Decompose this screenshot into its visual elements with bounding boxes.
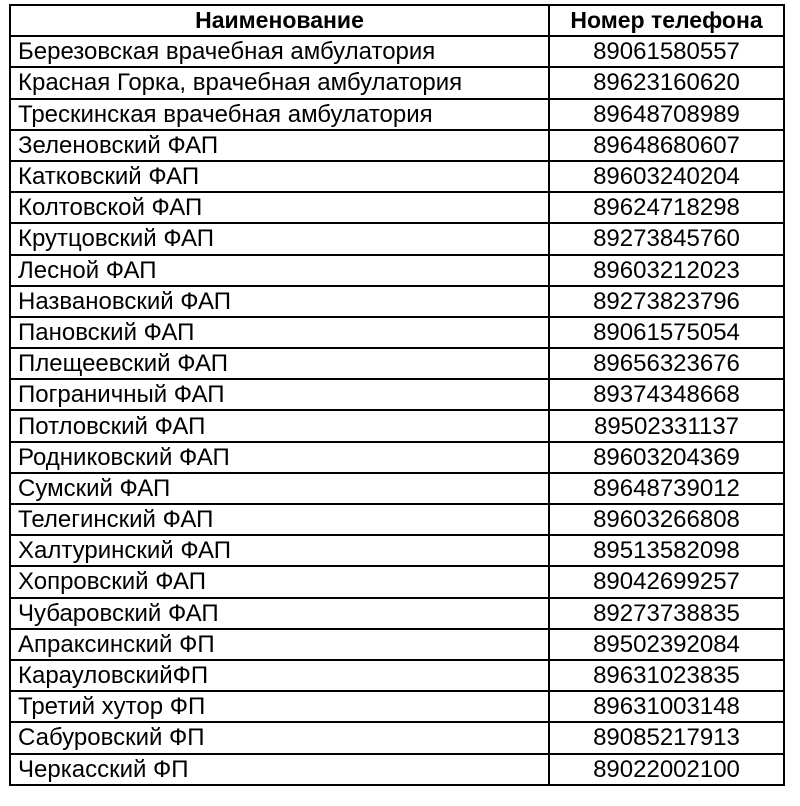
table-row: [10, 379, 784, 410]
facility-name-cell: Трескинская врачебная амбулатория: [10, 99, 549, 130]
facility-name-cell: Катковский ФАП: [10, 161, 549, 192]
phone-number-cell: 89513582098: [549, 535, 784, 566]
table-row: [10, 99, 784, 130]
table-row: [10, 130, 784, 161]
table-row: [10, 754, 784, 785]
facility-name-cell: Зеленовский ФАП: [10, 130, 549, 161]
table-header-row: [10, 5, 784, 36]
facility-name-cell: Черкасский ФП: [10, 754, 549, 785]
phone-number-cell: 89061575054: [549, 317, 784, 348]
phone-number-cell: 89648680607: [549, 130, 784, 161]
facility-name-cell: Названовский ФАП: [10, 286, 549, 317]
phone-number-cell: 89502331137: [549, 410, 784, 441]
facility-name-cell: Потловский ФАП: [10, 410, 549, 441]
table-row: [10, 286, 784, 317]
table-row: [10, 410, 784, 441]
table-row: [10, 629, 784, 660]
phone-number-cell: 89085217913: [549, 722, 784, 753]
table-row: [10, 473, 784, 504]
phone-number-cell: 89273823796: [549, 286, 784, 317]
phone-number-cell: 89656323676: [549, 348, 784, 379]
phone-number-cell: 89502392084: [549, 629, 784, 660]
phone-number-cell: 89624718298: [549, 192, 784, 223]
facility-name-cell: Третий хутор ФП: [10, 691, 549, 722]
phone-number-cell: 89273738835: [549, 598, 784, 629]
facility-name-cell: КарауловскийФП: [10, 660, 549, 691]
table-row: [10, 348, 784, 379]
table-row: [10, 317, 784, 348]
phone-number-cell: 89374348668: [549, 379, 784, 410]
table-row: [10, 192, 784, 223]
facility-name-cell: Чубаровский ФАП: [10, 598, 549, 629]
phone-number-cell: 89648708989: [549, 99, 784, 130]
table-row: [10, 691, 784, 722]
table-row: [10, 566, 784, 597]
phone-number-cell: 89631003148: [549, 691, 784, 722]
facility-name-cell: Сумский ФАП: [10, 473, 549, 504]
phone-number-cell: 89061580557: [549, 36, 784, 67]
table-row: [10, 255, 784, 286]
phone-number-cell: 89042699257: [549, 566, 784, 597]
phone-number-cell: 89648739012: [549, 473, 784, 504]
table-row: [10, 161, 784, 192]
table-row: [10, 36, 784, 67]
column-header-phone: Номер телефона: [549, 5, 784, 36]
phone-number-cell: 89603240204: [549, 161, 784, 192]
facility-name-cell: Березовская врачебная амбулатория: [10, 36, 549, 67]
table-row: [10, 598, 784, 629]
facility-name-cell: Родниковский ФАП: [10, 442, 549, 473]
facility-name-cell: Лесной ФАП: [10, 255, 549, 286]
facility-name-cell: Пановский ФАП: [10, 317, 549, 348]
table-row: [10, 67, 784, 98]
table-row: [10, 535, 784, 566]
facility-name-cell: Апраксинский ФП: [10, 629, 549, 660]
facility-name-cell: Халтуринский ФАП: [10, 535, 549, 566]
table-row: [10, 442, 784, 473]
phone-directory: [9, 4, 785, 786]
phone-number-cell: 89623160620: [549, 67, 784, 98]
table-body: [10, 36, 784, 785]
column-header-name: Наименование: [10, 5, 549, 36]
phone-number-cell: 89603204369: [549, 442, 784, 473]
facility-name-cell: Колтовской ФАП: [10, 192, 549, 223]
facility-name-cell: Сабуровский ФП: [10, 722, 549, 753]
phone-number-cell: 89603212023: [549, 255, 784, 286]
facility-name-cell: Пограничный ФАП: [10, 379, 549, 410]
phone-number-cell: 89273845760: [549, 223, 784, 254]
facility-name-cell: Телегинский ФАП: [10, 504, 549, 535]
facility-name-cell: Красная Горка, врачебная амбулатория: [10, 67, 549, 98]
facility-name-cell: Хопровский ФАП: [10, 566, 549, 597]
phone-number-cell: 89603266808: [549, 504, 784, 535]
facility-name-cell: Плещеевский ФАП: [10, 348, 549, 379]
table-row: [10, 660, 784, 691]
table-row: [10, 722, 784, 753]
table-row: [10, 504, 784, 535]
facility-name-cell: Крутцовский ФАП: [10, 223, 549, 254]
phone-number-cell: 89631023835: [549, 660, 784, 691]
phone-number-cell: 89022002100: [549, 754, 784, 785]
table-row: [10, 223, 784, 254]
phone-table: [9, 4, 785, 786]
